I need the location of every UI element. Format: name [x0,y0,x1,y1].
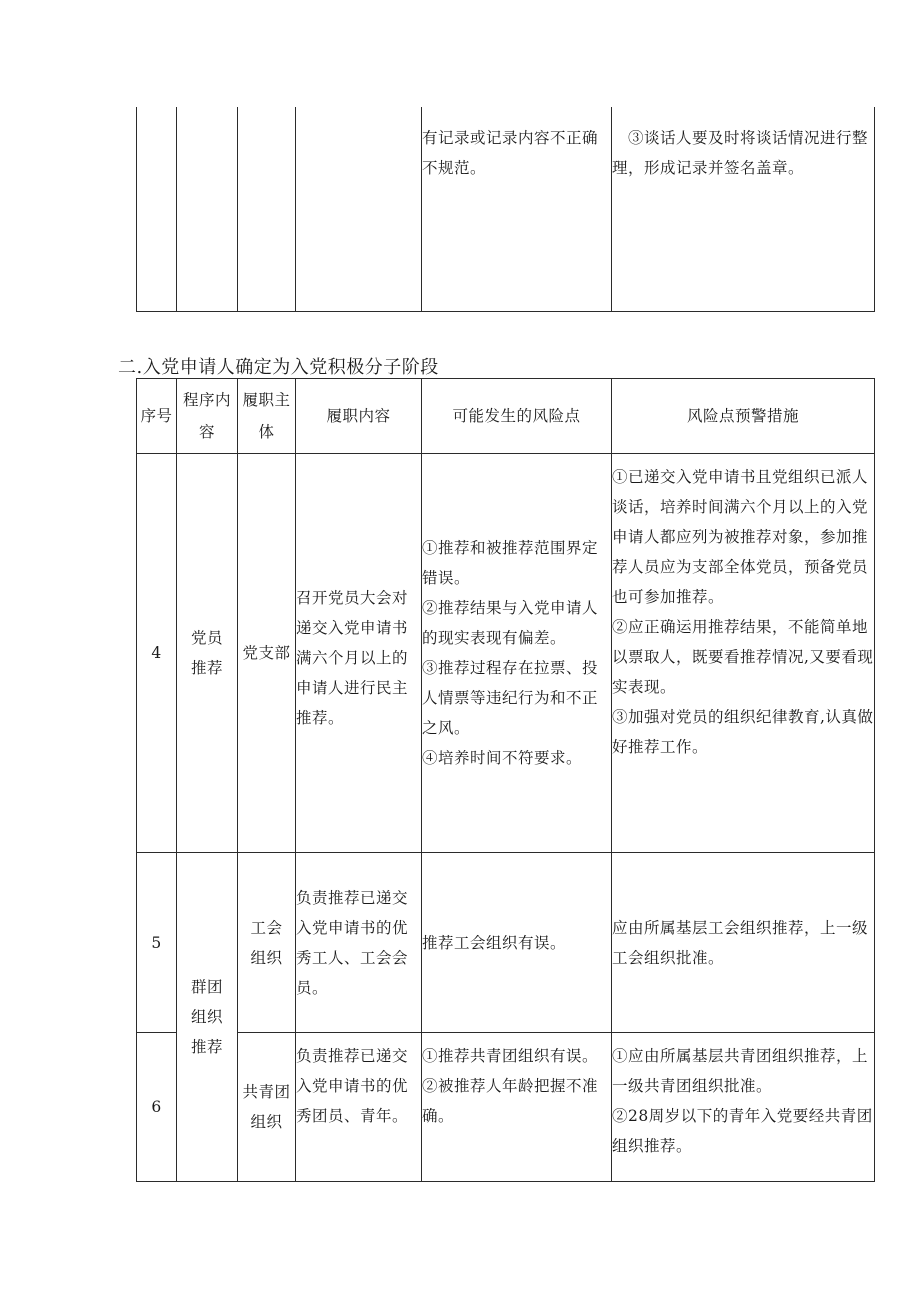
continued-subject-cell [238,107,296,312]
row-5-content: 负责推荐已递交入党申请书的优秀工人、工会会员。 [296,853,422,1033]
continued-seq-cell [137,107,177,312]
row-6-content: 负责推荐已递交入党申请书的优秀团员、青年。 [296,1033,422,1182]
row-6-seq: 6 [137,1033,177,1182]
risk-table [136,378,875,1182]
row-5-risks: 推荐工会组织有误。 [422,853,612,1033]
header-content: 履职内容 [296,379,422,454]
continued-procedure-cell [177,107,238,312]
table-row [137,454,875,853]
section-title: 二.入党申请人确定为入党积极分子阶段 [118,357,439,378]
table-row [137,1033,875,1182]
continued-measure-cell [612,107,875,312]
continued-risk-text: 有记录或记录内容不正确不规范。 [422,129,599,177]
continued-table [136,107,875,312]
row-6-risks: ①推荐共青团组织有误。 ②被推荐人年龄把握不准确。 [422,1033,612,1182]
row-6-subject: 共青团组织 [238,1033,296,1182]
row-4-risks: ①推荐和被推荐范围界定错误。 ②推荐结果与入党申请人的现实表现有偏差。 ③推荐过程存在拉票、投人情票等违纪行为和不正之风。 ④培养时间不符要求。 [422,454,612,853]
header-procedure: 程序内容 [177,379,238,454]
row-5-6-procedure: 群团组织推荐 [177,853,238,1182]
header-seq: 序号 [137,379,177,454]
row-4-measures: ①已递交入党申请书且党组织已派人谈话，培养时间满六个月以上的入党申请人都应列为被推荐对象，参加推荐人员应为支部全体党员，预备党员也可参加推荐。 ②应正确运用推荐结果，不能简单地以票取人，既要看推荐情况,又要看现实表现。 ③加强对党员的组织纪律教育,认真做好推荐工作。 [612,454,875,853]
continued-content-cell [296,107,422,312]
continued-risk-cell [422,107,612,312]
row-5-measures: 应由所属基层工会组织推荐，上一级工会组织批准。 [612,853,875,1033]
row-4-subject: 党支部 [238,454,296,853]
header-row [137,379,875,454]
row-5-subject: 工会组织 [238,853,296,1033]
row-4-content: 召开党员大会对递交入党申请书满六个月以上的申请人进行民主推荐。 [296,454,422,853]
row-4-procedure: 党员推荐 [177,454,238,853]
header-subject: 履职主体 [238,379,296,454]
continued-measure-text: ③谈话人要及时将谈话情况进行整理，形成记录并签名盖章。 [612,129,869,177]
header-risks: 可能发生的风险点 [422,379,612,454]
row-4-seq: 4 [137,454,177,853]
table-row [137,853,875,1033]
row-5-seq: 5 [137,853,177,1033]
header-measures: 风险点预警措施 [612,379,875,454]
row-6-measures: ①应由所属基层共青团组织推荐，上一级共青团组织批准。 ②28周岁以下的青年入党要经共青团组织推荐。 [612,1033,875,1182]
